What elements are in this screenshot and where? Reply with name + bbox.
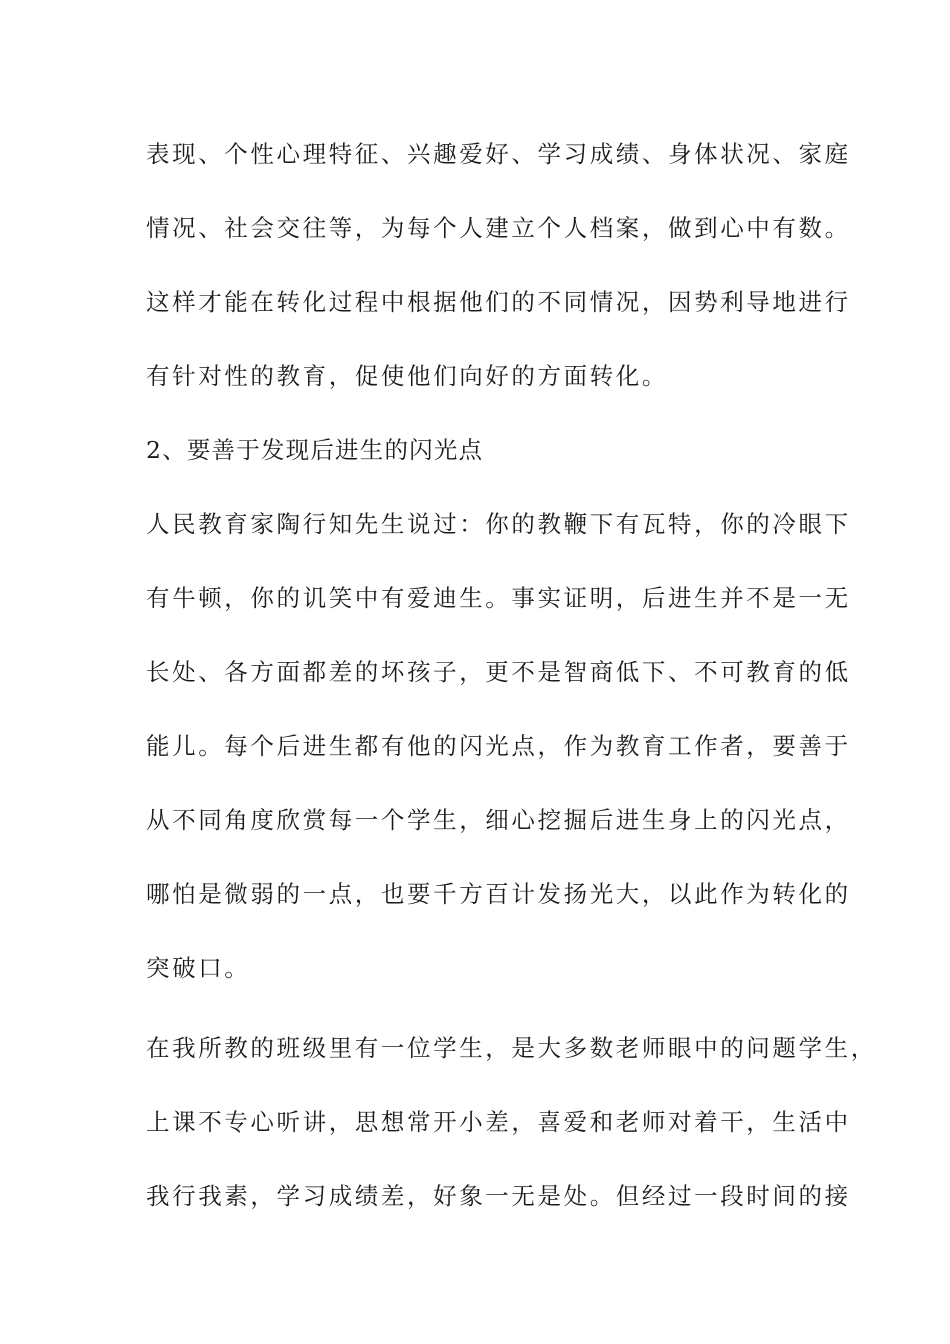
body-text-line: 这样才能在转化过程中根据他们的不同情况，因势利导地进行 (146, 288, 851, 316)
body-text-line: 我行我素，学习成绩差，好象一无是处。但经过一段时间的接 (146, 1182, 851, 1210)
body-text-line: 长处、各方面都差的坏孩子，更不是智商低下、不可教育的低 (146, 658, 851, 686)
body-text-line: 从不同角度欣赏每一个学生，细心挖掘后进生身上的闪光点， (146, 806, 851, 834)
body-text-line: 情况、社会交往等，为每个人建立个人档案，做到心中有数。 (146, 214, 851, 242)
section-heading: 2、要善于发现后进生的闪光点 (146, 436, 484, 464)
body-text-line: 有针对性的教育，促使他们向好的方面转化。 (146, 362, 668, 390)
body-text-line: 在我所教的班级里有一位学生，是大多数老师眼中的问题学生， (146, 1034, 877, 1062)
body-text-line: 表现、个性心理特征、兴趣爱好、学习成绩、身体状况、家庭 (146, 140, 851, 168)
body-text-line: 上课不专心听讲，思想常开小差，喜爱和老师对着干，生活中 (146, 1108, 851, 1136)
body-text-line: 突破口。 (146, 954, 251, 982)
body-text-line: 有牛顿，你的讥笑中有爱迪生。事实证明，后进生并不是一无 (146, 584, 851, 612)
body-text-line: 能儿。每个后进生都有他的闪光点，作为教育工作者，要善于 (146, 732, 851, 760)
body-text-line: 人民教育家陶行知先生说过：你的教鞭下有瓦特，你的冷眼下 (146, 510, 851, 538)
body-text-line: 哪怕是微弱的一点，也要千方百计发扬光大，以此作为转化的 (146, 880, 851, 908)
